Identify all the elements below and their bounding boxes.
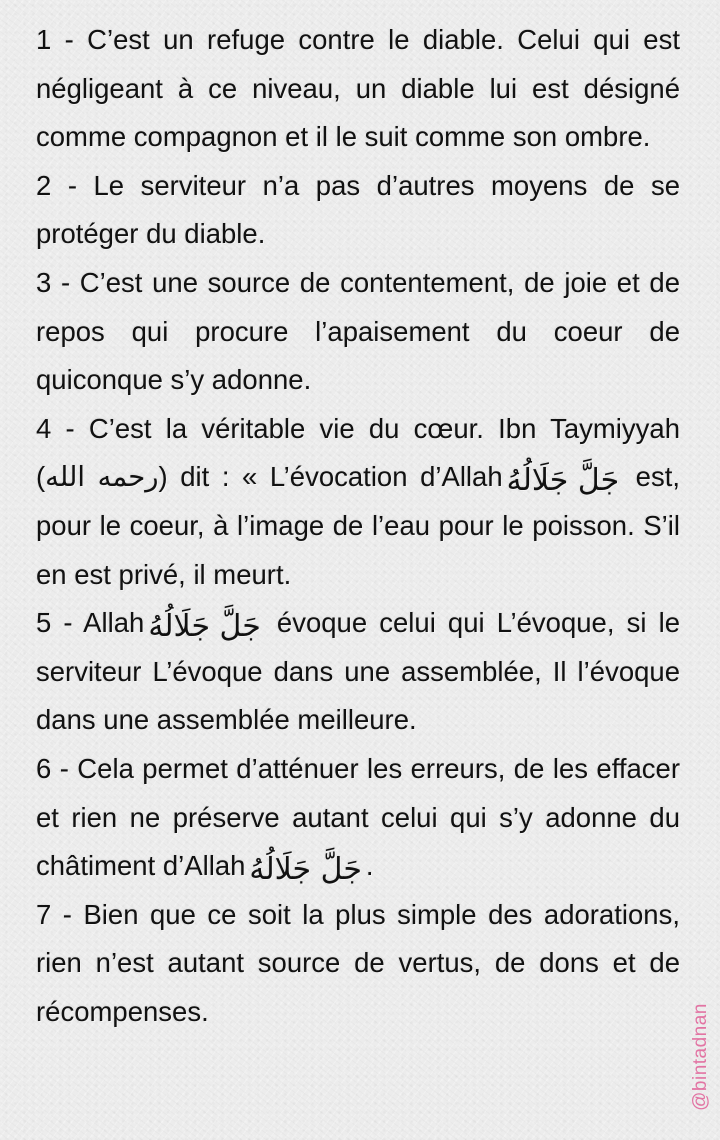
point-4 [36,405,680,599]
point-2-text: 2 - Le serviteur n’a pas d’autres moyens de se protéger du diable. [36,169,680,250]
watermark [684,982,718,1132]
point-4-text-before: 4 - C’est la véritable vie du cœur. Ibn Taymiyyah (رحمه الله) dit : « L’évocation d’Allah [36,412,680,493]
point-1-text: 1 - C’est un refuge contre le diable. Celui qui est négligeant à ce niveau, un diable lui est désigné comme compagnon et il le suit comme son ombre. [36,24,680,153]
watermark-text: @bintadnan [690,1003,712,1111]
point-3 [36,259,680,405]
point-2 [36,162,680,259]
point-7-text: 7 - Bien que ce soit la plus simple des adorations, rien n’est autant source de vertus, de dons et de récompenses. [36,898,680,1027]
point-6 [36,745,680,891]
point-6-text-after: . [365,850,374,882]
point-5-text-after: évoque celui qui L’évoque, si le serviteur L’évoque dans une assemblée, Il l’évoque dans une assemblée meilleure. [36,607,680,736]
honorific-calligraphy-icon: جَلَّ جَلَالُهُ [506,463,620,499]
point-3-text: 3 - C’est une source de contentement, de joie et de repos qui procure l’apaisement du coeur de quiconque s’y adonne. [36,266,680,396]
point-1 [36,16,680,162]
point-5 [36,599,680,745]
honorific-calligraphy-icon: جَلَّ جَلَالُهُ [148,609,261,645]
text-page [36,16,680,1036]
point-6-text-before: 6 - Cela permet d’atténuer les erreurs, de les effacer et rien ne préserve autant celui qui s’y adonne du châtiment d’Allah [36,752,680,882]
point-7 [36,891,680,1037]
point-4-text-after: est, pour le coeur, à l’image de l’eau pour le poisson. S’il en est privé, il meurt. [36,461,681,590]
point-5-text-before: 5 - Allah [36,607,145,639]
honorific-calligraphy-icon: جَلَّ جَلَالُهُ [249,852,362,888]
